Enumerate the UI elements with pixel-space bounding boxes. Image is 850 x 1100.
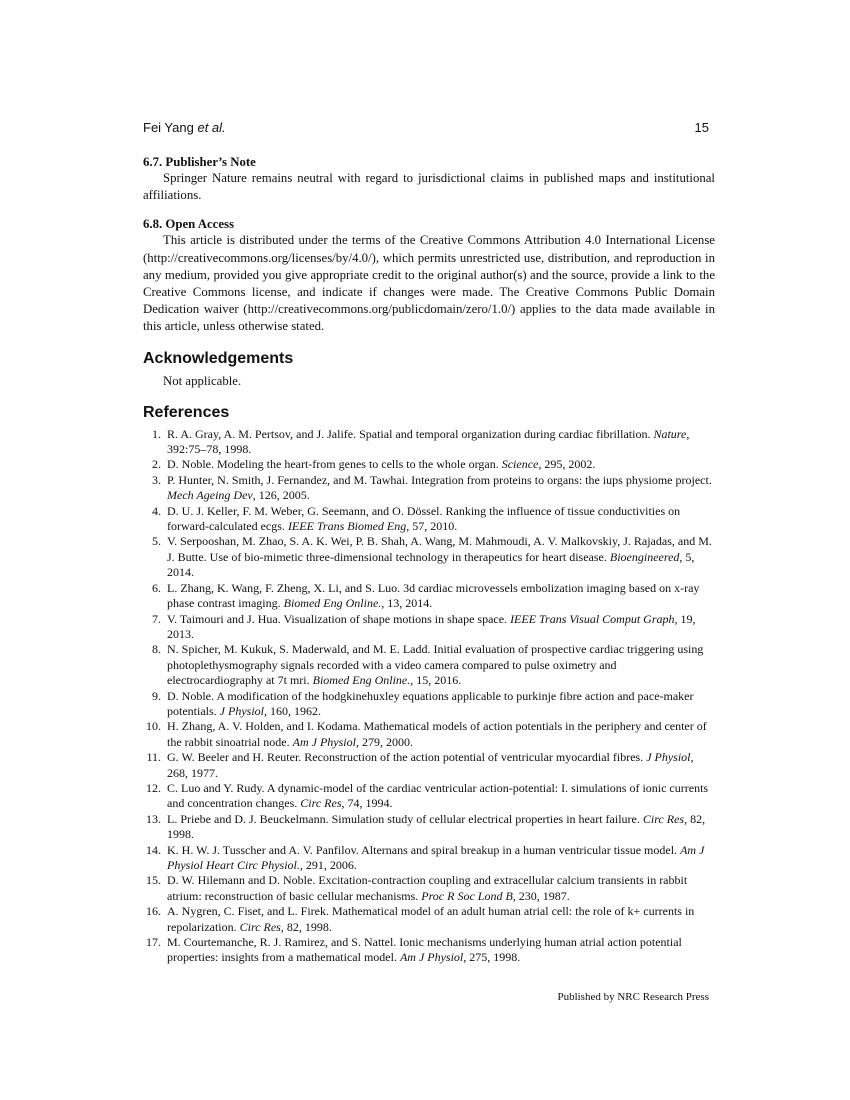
acknowledgements-heading: Acknowledgements (143, 349, 294, 367)
reference-item (143, 750, 715, 781)
publishers-note-heading: 6.7. Publisher’s Note (143, 155, 256, 169)
running-head-author: Fei Yang et al. (143, 120, 226, 135)
reference-item (143, 812, 715, 843)
reference-text: V. Taimouri and J. Hua. Visualization of shape motions in shape space. (167, 611, 508, 626)
reference-text: H. Zhang, A. V. Holden, and I. Kodama. Mathematical models of action potentials in the periphery and center of the rabbit sinoatrial node. (167, 719, 707, 749)
reference-journal: IEEE Trans Visual Comput Graph (510, 611, 675, 626)
reference-details: , 126, 2005. (252, 488, 310, 503)
reference-item (143, 642, 715, 688)
reference-text: V. Serpooshan, M. Zhao, S. A. K. Wei, P. B. Shah, A. Wang, M. Mahmoudi, A. V. Malkovskiy, J. Rajadas, and M. J. Butte. Use of bio-mimetic three-dimensional technology in therapeutics for heart disease. (167, 534, 712, 564)
reference-number: 2. (152, 457, 161, 472)
reference-details: , 57, 2010. (406, 519, 458, 534)
reference-number: 4. (152, 503, 161, 518)
reference-details: , 5, 2014. (167, 549, 695, 580)
running-head-etal: et al. (197, 120, 226, 135)
reference-item (143, 427, 715, 458)
reference-number: 3. (152, 472, 161, 487)
reference-item (143, 534, 715, 580)
reference-number: 7. (152, 611, 161, 626)
reference-list (143, 427, 715, 966)
reference-journal: IEEE Trans Biomed Eng (287, 519, 407, 534)
reference-details: , 74, 1994. (341, 796, 393, 811)
reference-details: , 82, 1998. (280, 919, 332, 934)
reference-text: R. A. Gray, A. M. Pertsov, and J. Jalife. Spatial and temporal organization during cardiac fibrillation. (167, 426, 651, 441)
reference-text: L. Priebe and D. J. Beuckelmann. Simulation study of cellular electrical properties in heart failure. (167, 811, 640, 826)
reference-journal: Circ Res (239, 919, 281, 934)
reference-journal: Nature (653, 426, 687, 441)
reference-text: M. Courtemanche, R. J. Ramirez, and S. Nattel. Ionic mechanisms underlying human atrial action potential properties: insights from a mathematical model. (167, 935, 682, 965)
reference-text: C. Luo and Y. Rudy. A dynamic-model of the cardiac ventricular action-potential: I. simulations of ionic currents and concentration changes. (167, 780, 709, 811)
reference-item (143, 843, 715, 874)
reference-item (143, 473, 715, 504)
reference-number: 12. (146, 780, 161, 795)
reference-journal: Biomed Eng Online. (283, 596, 382, 611)
reference-details: , 19, 2013. (167, 611, 696, 641)
reference-item (143, 873, 715, 904)
reference-details: , 230, 1987. (512, 888, 570, 903)
reference-details: , 268, 1977. (167, 750, 694, 780)
references-heading: References (143, 403, 230, 421)
reference-text: D. U. J. Keller, F. M. Weber, G. Seemann, and O. Dössel. Ranking the influence of tissue conductivities on forward-calculated ecgs. (167, 503, 681, 534)
reference-item (143, 935, 715, 966)
reference-number: 15. (146, 873, 161, 888)
reference-journal: Am J Physiol (399, 950, 464, 965)
reference-journal: Biomed Eng Online. (312, 673, 411, 688)
reference-number: 1. (152, 426, 161, 441)
reference-number: 10. (146, 719, 161, 734)
publisher-footer: Published by NRC Research Press (557, 991, 709, 1003)
reference-details: , 279, 2000. (355, 734, 413, 749)
reference-text: D. Noble. A modification of the hodgkinehuxley equations applicable to purkinje fibre action and pace-maker potentials. (167, 688, 694, 718)
reference-journal: Proc R Soc Lond B (421, 888, 513, 903)
reference-item (143, 689, 715, 720)
reference-number: 16. (146, 904, 161, 919)
reference-journal: Am J Physiol Heart Circ Physiol. (167, 842, 705, 872)
reference-journal: Circ Res (642, 811, 685, 826)
reference-item (143, 504, 715, 535)
reference-text: D. Noble. Modeling the heart-from genes to cells to the whole organ. (167, 457, 499, 472)
reference-details: , 275, 1998. (463, 950, 521, 965)
reference-details: , 392:75–78, 1998. (167, 426, 690, 457)
reference-details: , 82, 1998. (167, 811, 706, 842)
reference-number: 6. (152, 580, 161, 595)
reference-text: D. W. Hilemann and D. Noble. Excitation-contraction coupling and extracellular calcium transients in rabbit atrium: reconstruction of basic cellular mechanisms. (167, 873, 688, 903)
open-access-text: This article is distributed under the terms of the Creative Commons Attribution 4.0 International License (http://creativecommons.org/licenses/by/4.0/), which permits unrestricted use, distribution, and reproduction in any medium, provided you give appropriate credit to the original author(s) and the source, provide a link to the Creative Commons license, and indicate if changes were made. The Creative Commons Public Domain Dedication waiver (http://creativecommons.org/publicdomain/zero/1.0/) applies to the data made available in this article, unless otherwise stated. (143, 233, 715, 334)
reference-text: L. Zhang, K. Wang, F. Zheng, X. Li, and S. Luo. 3d cardiac microvessels embolization imaging based on x-ray phase contrast imaging. (167, 580, 700, 611)
reference-details: , 291, 2006. (299, 858, 357, 872)
reference-text: N. Spicher, M. Kukuk, S. Maderwald, and M. E. Ladd. Initial evaluation of prospective cardiac triggering using photoplethysmography signals recorded with a video camera compared to pulse oximetry and electrocardiography at 7t mri. (167, 642, 704, 688)
reference-item (143, 457, 715, 472)
reference-item (143, 612, 715, 643)
reference-item (143, 781, 715, 812)
reference-number: 17. (146, 935, 161, 950)
reference-number: 8. (152, 642, 161, 657)
reference-number: 11. (146, 750, 161, 765)
reference-item (143, 719, 715, 750)
reference-number: 13. (146, 811, 161, 826)
reference-number: 9. (152, 688, 161, 703)
reference-text: K. H. W. J. Tusscher and A. V. Panfilov. Alternans and spiral breakup in a human ventricular tissue model. (167, 842, 678, 857)
reference-text: G. W. Beeler and H. Reuter. Reconstruction of the action potential of ventricular myocardial fibres. (167, 750, 644, 765)
open-access-heading: 6.8. Open Access (143, 217, 234, 232)
running-head (143, 120, 709, 136)
reference-details: , 295, 2002. (538, 457, 596, 472)
reference-number: 14. (146, 842, 161, 857)
reference-journal: J Physiol (646, 750, 691, 765)
reference-text: A. Nygren, C. Fiset, and L. Firek. Mathematical model of an adult human atrial cell: the role of k+ currents in repolarization. (167, 904, 695, 934)
reference-journal: Bioengineered (609, 549, 680, 564)
reference-journal: Mech Ageing Dev (167, 488, 253, 503)
reference-journal: Science (501, 457, 539, 472)
reference-journal: Circ Res (300, 796, 342, 811)
reference-journal: J Physiol (219, 703, 264, 718)
reference-details: , 160, 1962. (264, 703, 321, 718)
page-content (143, 154, 715, 966)
acknowledgements-text: Not applicable. (163, 373, 242, 388)
reference-details: , 13, 2014. (381, 596, 433, 611)
reference-item (143, 904, 715, 935)
reference-text: P. Hunter, N. Smith, J. Fernandez, and M. Tawhai. Integration from proteins to organs: the iups physiome project. (167, 472, 712, 487)
page-number: 15 (694, 120, 709, 135)
reference-details: , 15, 2016. (410, 673, 462, 688)
reference-journal: Am J Physiol (292, 734, 356, 749)
reference-item (143, 581, 715, 612)
reference-number: 5. (152, 534, 161, 549)
publishers-note-text: Springer Nature remains neutral with regard to jurisdictional claims in published maps and institutional affiliations. (143, 171, 715, 203)
